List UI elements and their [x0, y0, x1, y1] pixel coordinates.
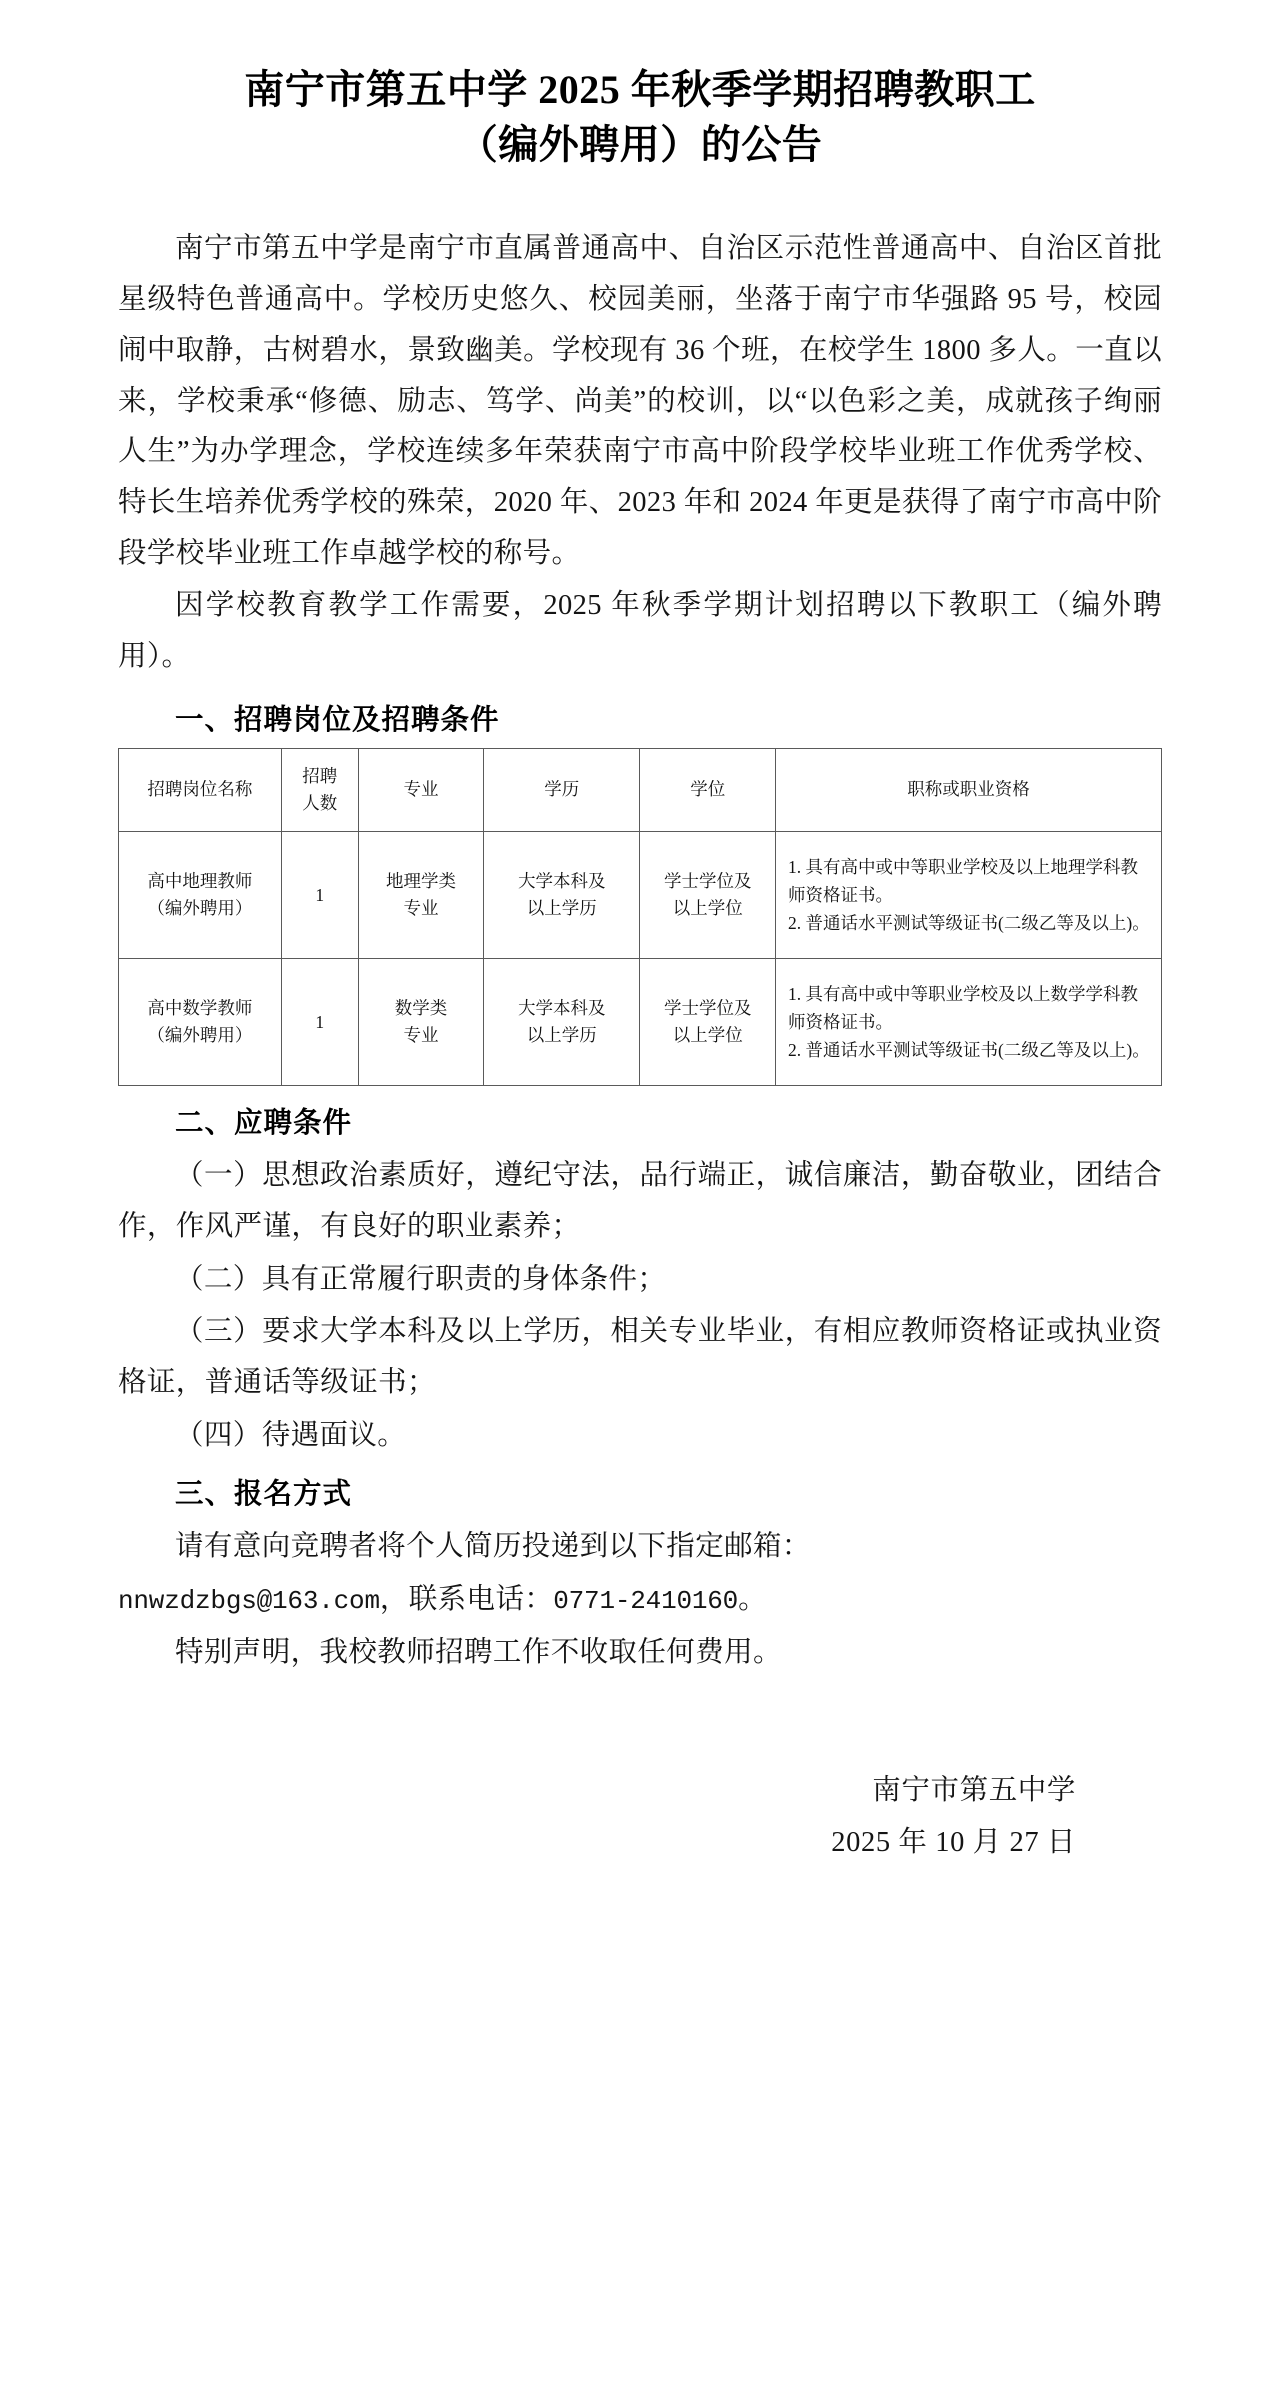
cell-position-line-1: 高中地理教师 — [147, 870, 253, 891]
cell-degree-line-2: 以上学位 — [672, 898, 743, 919]
page-title-line-2: （编外聘用）的公告 — [457, 122, 823, 168]
cell-degree-line-1: 学士学位及 — [664, 997, 752, 1018]
contact-line — [118, 1575, 1162, 1626]
cell-position-line-2: （编外聘用） — [147, 1025, 253, 1046]
cell-position — [119, 959, 282, 1086]
cell-degree-line-2: 以上学位 — [672, 1025, 743, 1046]
cell-major — [358, 832, 483, 959]
cell-major-line-1: 地理学类 — [385, 870, 456, 891]
cell-qualification-item-2: 2. 普通话水平测试等级证书(二级乙等及以上)。 — [788, 913, 1150, 934]
recruitment-table — [118, 748, 1162, 1086]
cell-qualification-item-1: 1. 具有高中或中等职业学校及以上数学学科教师资格证书。 — [788, 984, 1139, 1033]
table-row — [119, 832, 1162, 959]
cell-count: 1 — [281, 832, 358, 959]
cell-degree-line-1: 学士学位及 — [664, 870, 752, 891]
cell-degree — [640, 832, 776, 959]
contact-line-suffix: 。 — [738, 1584, 767, 1616]
contact-phone[interactable]: 0771-2410160 — [553, 1586, 739, 1617]
section-heading-three: 三、报名方式 — [175, 1479, 353, 1511]
cell-position-line-2: （编外聘用） — [147, 898, 253, 919]
cell-major — [358, 959, 483, 1086]
table-header-major: 专业 — [358, 748, 483, 831]
cell-major-line-2: 专业 — [403, 1025, 439, 1046]
condition-item-4: （四）待遇面议。 — [175, 1419, 407, 1451]
contact-phone-prefix: ，联系电话： — [379, 1584, 554, 1616]
contact-email[interactable]: nnwzdzbgs@163.com — [118, 1586, 380, 1617]
apply-instruction: 请有意向竞聘者将个人简历投递到以下指定邮箱： — [175, 1531, 811, 1563]
table-header-position: 招聘岗位名称 — [119, 748, 282, 831]
cell-education-line-2: 以上学历 — [526, 898, 597, 919]
table-header-row — [119, 748, 1162, 831]
cell-education-line-1: 大学本科及 — [518, 997, 606, 1018]
page-title — [118, 62, 1162, 172]
signature-block — [118, 1765, 1162, 1870]
cell-qualification — [776, 959, 1162, 1086]
cell-education — [484, 832, 640, 959]
cell-qualification-item-1: 1. 具有高中或中等职业学校及以上地理学科教师资格证书。 — [788, 857, 1139, 906]
cell-count: 1 — [281, 959, 358, 1086]
cell-position — [119, 832, 282, 959]
table-header-education: 学历 — [484, 748, 640, 831]
section-heading-two: 二、应聘条件 — [175, 1108, 353, 1140]
cell-qualification-item-2: 2. 普通话水平测试等级证书(二级乙等及以上)。 — [788, 1040, 1150, 1061]
signature-organization: 南宁市第五中学 — [872, 1774, 1076, 1806]
signature-date: 2025 年 10 月 27 日 — [831, 1827, 1076, 1859]
cell-major-line-2: 专业 — [403, 898, 439, 919]
table-header-count: 招聘 人数 — [281, 748, 358, 831]
table-row — [119, 959, 1162, 1086]
cell-education-line-1: 大学本科及 — [518, 870, 606, 891]
fee-statement: 特别声明，我校教师招聘工作不收取任何费用。 — [175, 1636, 782, 1668]
cell-qualification — [776, 832, 1162, 959]
intro-paragraph-1: 南宁市第五中学是南宁市直属普通高中、自治区示范性普通高中、自治区首批星级特色普通高中。学校历史悠久、校园美丽，坐落于南宁市华强路 95 号，校园闹中取静，古树碧水，景致幽美。学校现有 36 个班，在校学生 1800 多人。一直以来，学校秉承“修德、励志、笃学、尚美”的校训，以“以色彩之美，成就孩子绚丽人生”为办学理念，学校连续多年荣获南宁市高中阶段学校毕业班工作优秀学校、特长生培养优秀学校的殊荣，2020 年、2023 年和 2024 年更是获得了南宁市高中阶段学校毕业班工作卓越学校的称号。 — [118, 233, 1163, 569]
condition-item-1: （一）思想政治素质好，遵纪守法，品行端正，诚信廉洁，勤奋敬业，团结合作，作风严谨，有良好的职业素养； — [118, 1160, 1162, 1242]
intro-paragraph-2: 因学校教育教学工作需要，2025 年秋季学期计划招聘以下教职工（编外聘用）。 — [118, 590, 1162, 673]
condition-item-2: （二）具有正常履行职责的身体条件； — [175, 1263, 667, 1295]
table-header-qualification: 职称或职业资格 — [776, 748, 1162, 831]
cell-degree — [640, 959, 776, 1086]
page-title-line-1: 南宁市第五中学 2025 年秋季学期招聘教职工 — [244, 67, 1036, 112]
table-header-degree: 学位 — [640, 748, 776, 831]
section-heading-one: 一、招聘岗位及招聘条件 — [175, 704, 500, 736]
cell-position-line-1: 高中数学教师 — [147, 997, 253, 1018]
cell-major-line-1: 数学类 — [394, 997, 448, 1018]
cell-education — [484, 959, 640, 1086]
condition-item-3: （三）要求大学本科及以上学历，相关专业毕业，有相应教师资格证或执业资格证，普通话等级证书； — [118, 1316, 1162, 1398]
cell-education-line-2: 以上学历 — [526, 1025, 597, 1046]
